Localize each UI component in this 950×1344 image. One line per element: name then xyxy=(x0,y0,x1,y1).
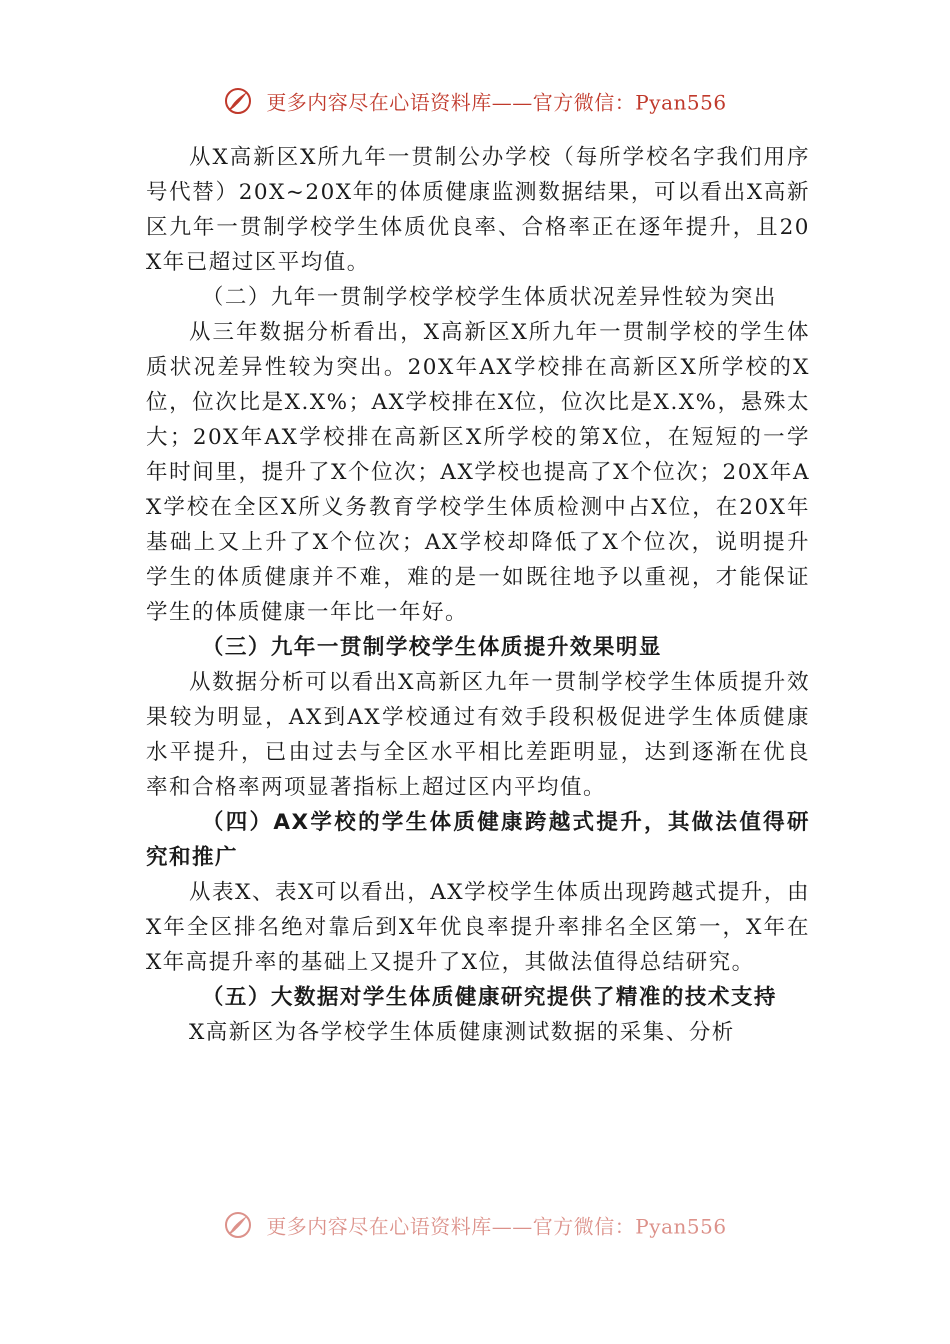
paragraph-ax-school: 从表X、表X可以看出，AX学校学生体质出现跨越式提升，由X年全区排名绝对靠后到X年优良率提升率排名全区第一，X年在X年高提升率的基础上又提升了X位，其做法值得总结研究。 xyxy=(146,880,810,975)
paragraph-intro: 从X高新区X所九年一贯制公办学校（每所学校名字我们用序号代替）20X~20X年的体质健康监测数据结果，可以看出X高新区九年一贯制学校学生体质优良率、合格率正在逐年提升，且20X年已超过区平均值。 xyxy=(146,145,810,275)
footer-watermark xyxy=(0,1210,950,1240)
quill-seal-icon xyxy=(223,1210,253,1240)
watermark-text: 更多内容尽在心语资料库——官方微信：Pyan556 xyxy=(266,90,727,115)
quill-seal-icon xyxy=(223,86,253,116)
paragraph-improvement: 从数据分析可以看出X高新区九年一贯制学校学生体质提升效果较为明显，AX到AX学校通过有效手段积极促进学生体质健康水平提升，已由过去与全区水平相比差距明显，达到逐渐在优良率和合格率两项显著指标上超过区内平均值。 xyxy=(146,670,810,800)
section-heading-4: （四）AX学校的学生体质健康跨越式提升，其做法值得研究和推广 xyxy=(146,810,810,870)
document-body xyxy=(146,140,810,1050)
section-heading-2: （二）九年一贯制学校学校学生体质状况差异性较为突出 xyxy=(201,285,777,310)
section-heading-3: （三）九年一贯制学校学生体质提升效果明显 xyxy=(201,635,662,660)
watermark-text: 更多内容尽在心语资料库——官方微信：Pyan556 xyxy=(266,1214,727,1239)
paragraph-difference: 从三年数据分析看出，X高新区X所九年一贯制学校的学生体质状况差异性较为突出。20X年AX学校排在高新区X所学校的X位，位次比是X.X%；AX学校排在X位，位次比是X.X%，悬殊太大；20X年AX学校排在高新区X所学校的第X位，在短短的一学年时间里，提升了X个位次；AX学校也提高了X个位次；20X年AX学校在全区X所义务教育学校学生体质检测中占X位，在20X年基础上又上升了X个位次；AX学校却降低了X个位次，说明提升学生的体质健康并不难，难的是一如既往地予以重视，才能保证学生的体质健康一年比一年好。 xyxy=(146,320,810,625)
paragraph-bigdata: X高新区为各学校学生体质健康测试数据的采集、分析 xyxy=(189,1020,735,1045)
section-heading-5: （五）大数据对学生体质健康研究提供了精准的技术支持 xyxy=(201,985,777,1010)
header-watermark xyxy=(0,86,950,116)
